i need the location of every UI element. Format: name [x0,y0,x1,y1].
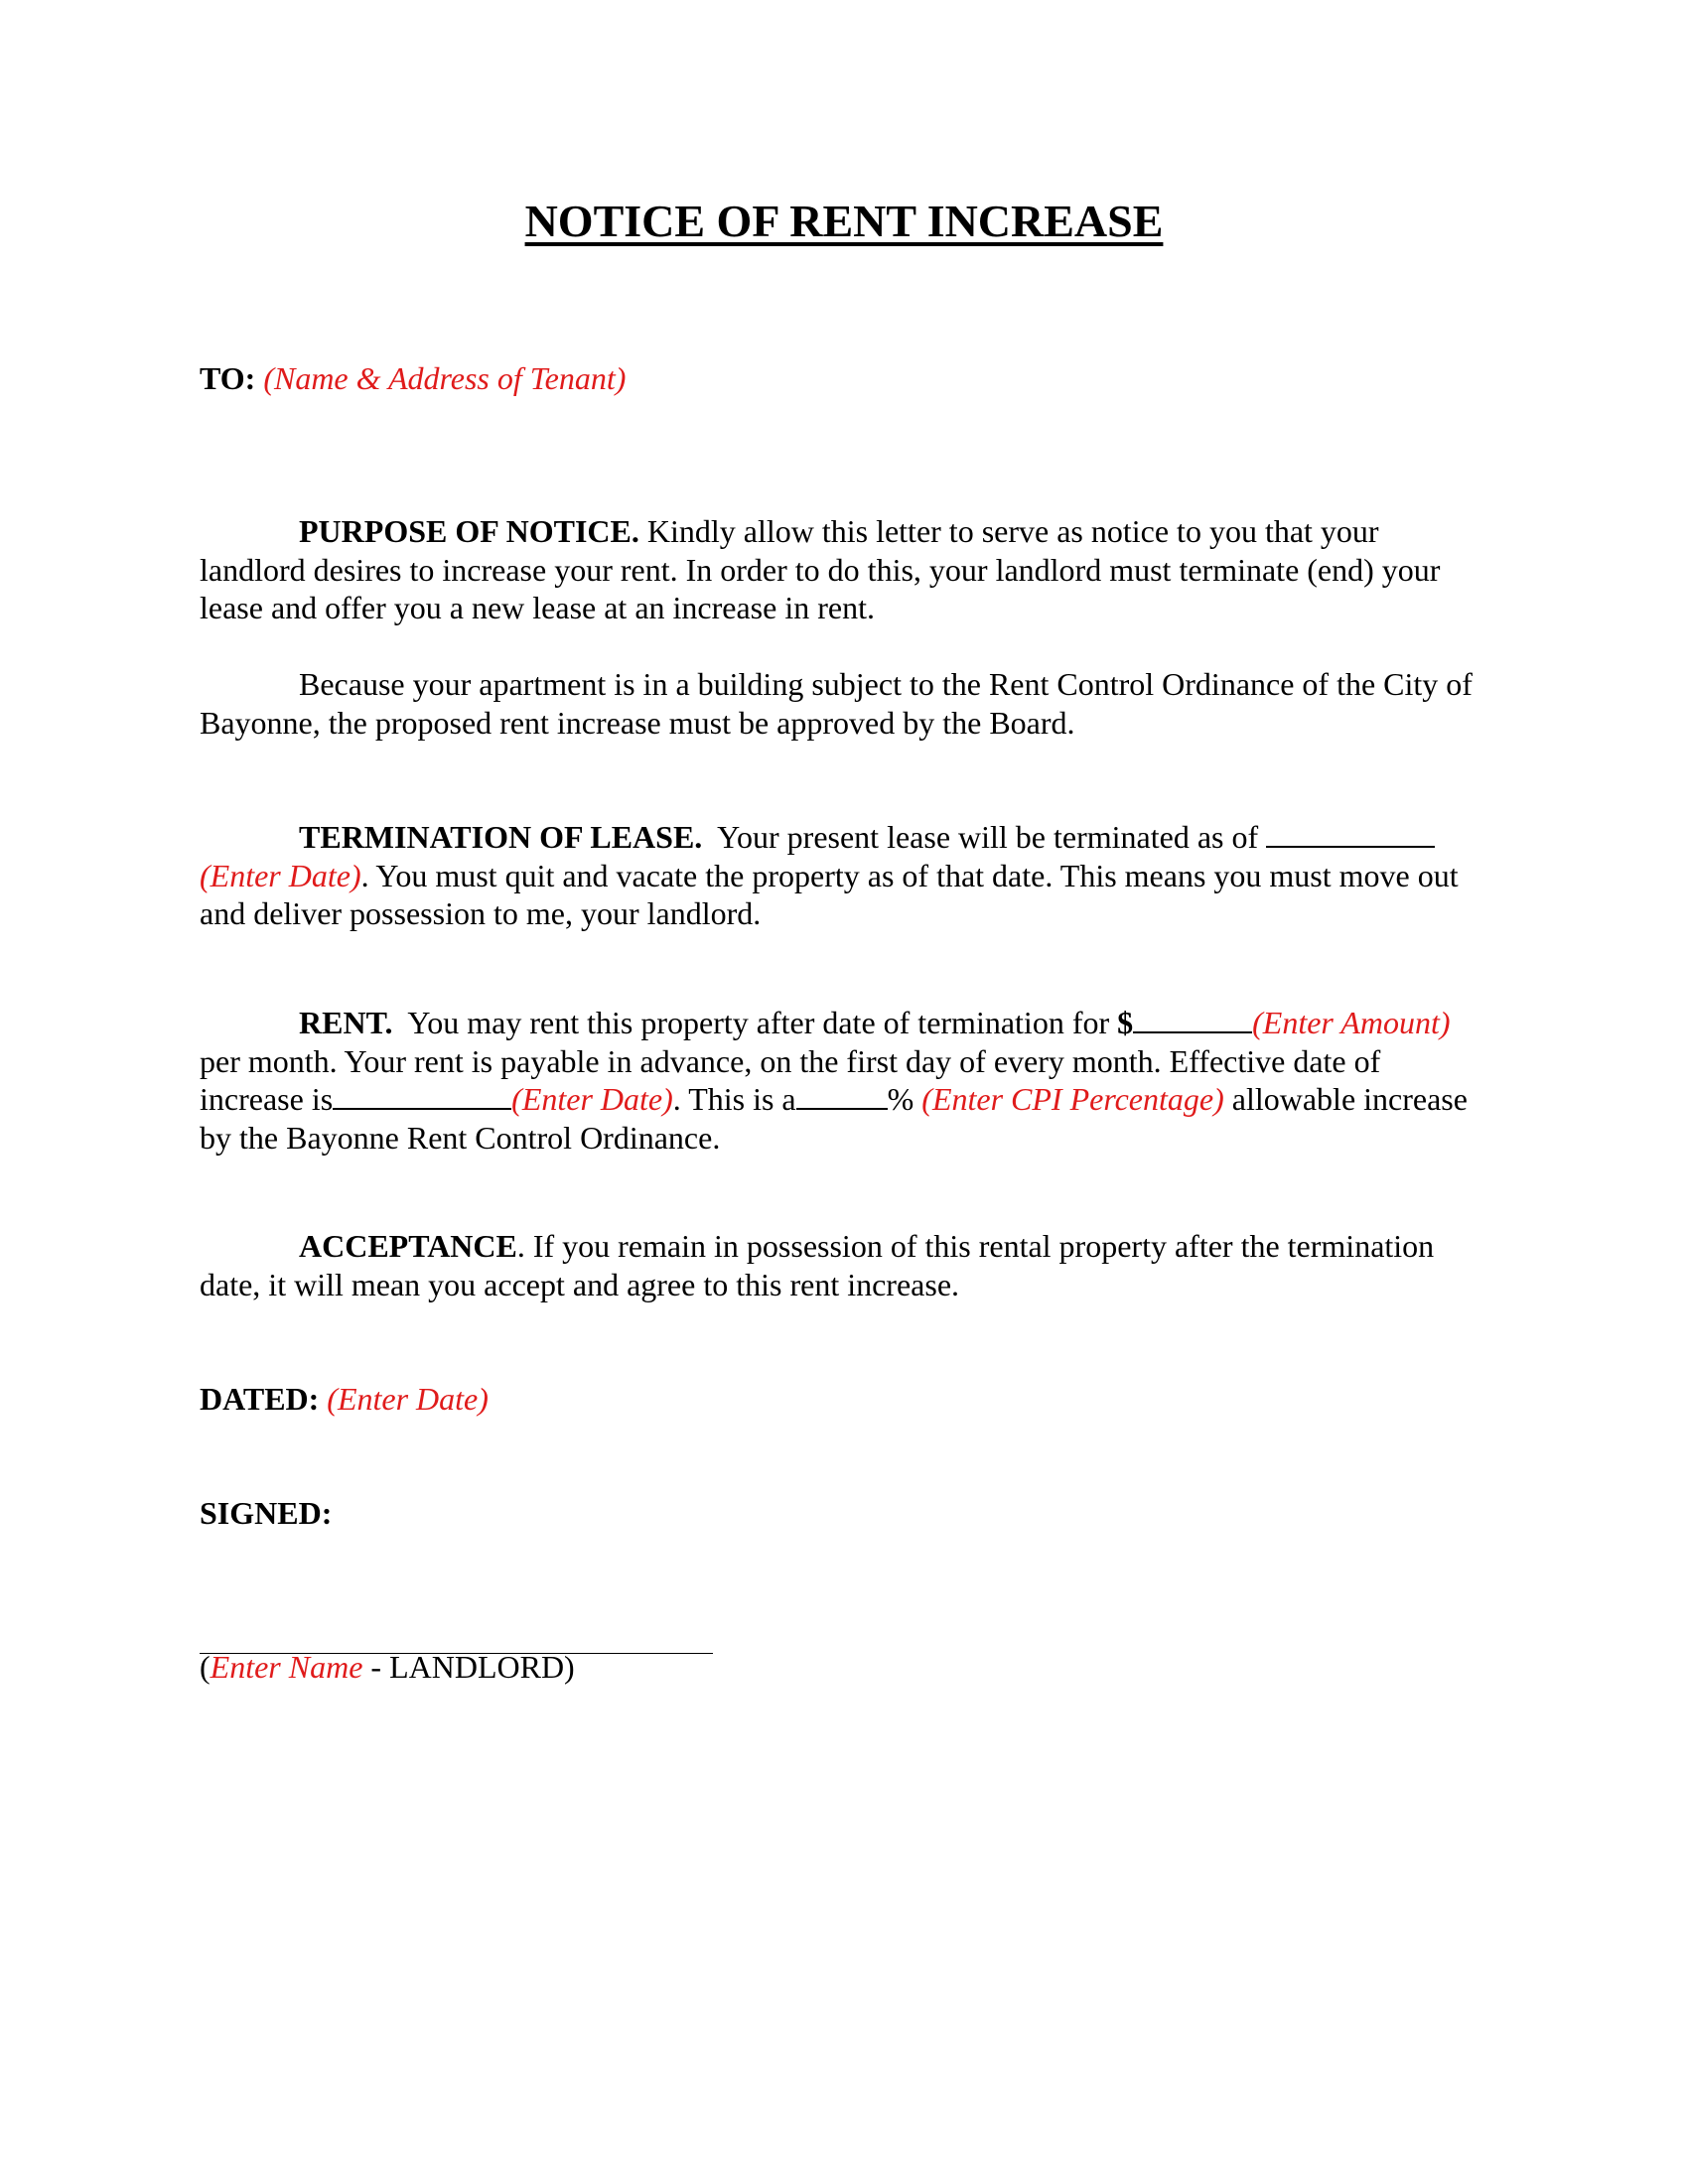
signature-role: - LANDLORD) [362,1649,575,1685]
dated-label: DATED: [200,1381,320,1417]
effective-date-placeholder: (Enter Date) [511,1081,673,1117]
to-line [200,359,1490,398]
acceptance-heading: ACCEPTANCE [299,1228,517,1264]
termination-paragraph [200,818,1490,933]
rent-text-1: You may rent this property after date of termination for [407,1005,1110,1040]
amount-placeholder: (Enter Amount) [1252,1005,1451,1040]
dated-line [200,1380,1490,1419]
acceptance-text: . If you remain in possession of this rental property after the termination date, it will mean you accept and agree to this rent increase. [200,1228,1435,1302]
purpose-paragraph [200,512,1490,627]
signature-open-paren: ( [200,1649,211,1685]
rent-text-2: per month. Your rent is payable in advance, on the first day of every month. Effective date of increase is [200,1042,1381,1117]
amount-blank [1133,1006,1252,1033]
signature-caption [200,1648,1490,1687]
tenant-placeholder: (Name & Address of Tenant) [263,360,627,396]
rent-heading: RENT. [299,1005,393,1040]
acceptance-paragraph [200,1227,1490,1303]
signed-label: SIGNED: [200,1495,333,1531]
rent-control-text: Because your apartment is in a building subject to the Rent Control Ordinance of the City of Bayonne, the proposed rent increase must be approved by the Board. [200,666,1473,741]
signed-line [200,1494,1490,1533]
page-title: NOTICE OF RENT INCREASE [524,196,1164,246]
dated-placeholder: (Enter Date) [327,1381,489,1417]
termination-heading: TERMINATION OF LEASE. [299,819,703,855]
rent-text-3: . This is a [672,1081,796,1117]
dollar-sign: $ [1117,1005,1134,1040]
rent-text-4: allowable increase by the Bayonne Rent Control Ordinance. [200,1081,1468,1156]
purpose-text: Kindly allow this letter to serve as notice to you that your landlord desires to increase your rent. In order to do this, your landlord must terminate (end) your lease and offer you a new lease at an increase in rent. [200,513,1441,625]
termination-date-blank [1266,820,1435,848]
rent-control-paragraph [200,665,1490,742]
percent-blank [796,1082,888,1110]
landlord-name-placeholder: Enter Name [210,1649,363,1685]
termination-date-placeholder: (Enter Date) [200,857,361,893]
purpose-heading: PURPOSE OF NOTICE. [299,513,639,549]
termination-text: Your present lease will be terminated as of [717,819,1259,855]
to-label: TO: [200,360,256,396]
termination-text-after: . You must quit and vacate the property as of that date. This means you must move out and deliver possession to me, your landlord. [200,857,1459,931]
effective-date-blank [333,1082,511,1110]
percent-sign: % [887,1081,914,1117]
cpi-placeholder: (Enter CPI Percentage) [921,1081,1224,1117]
rent-paragraph [200,1004,1490,1157]
